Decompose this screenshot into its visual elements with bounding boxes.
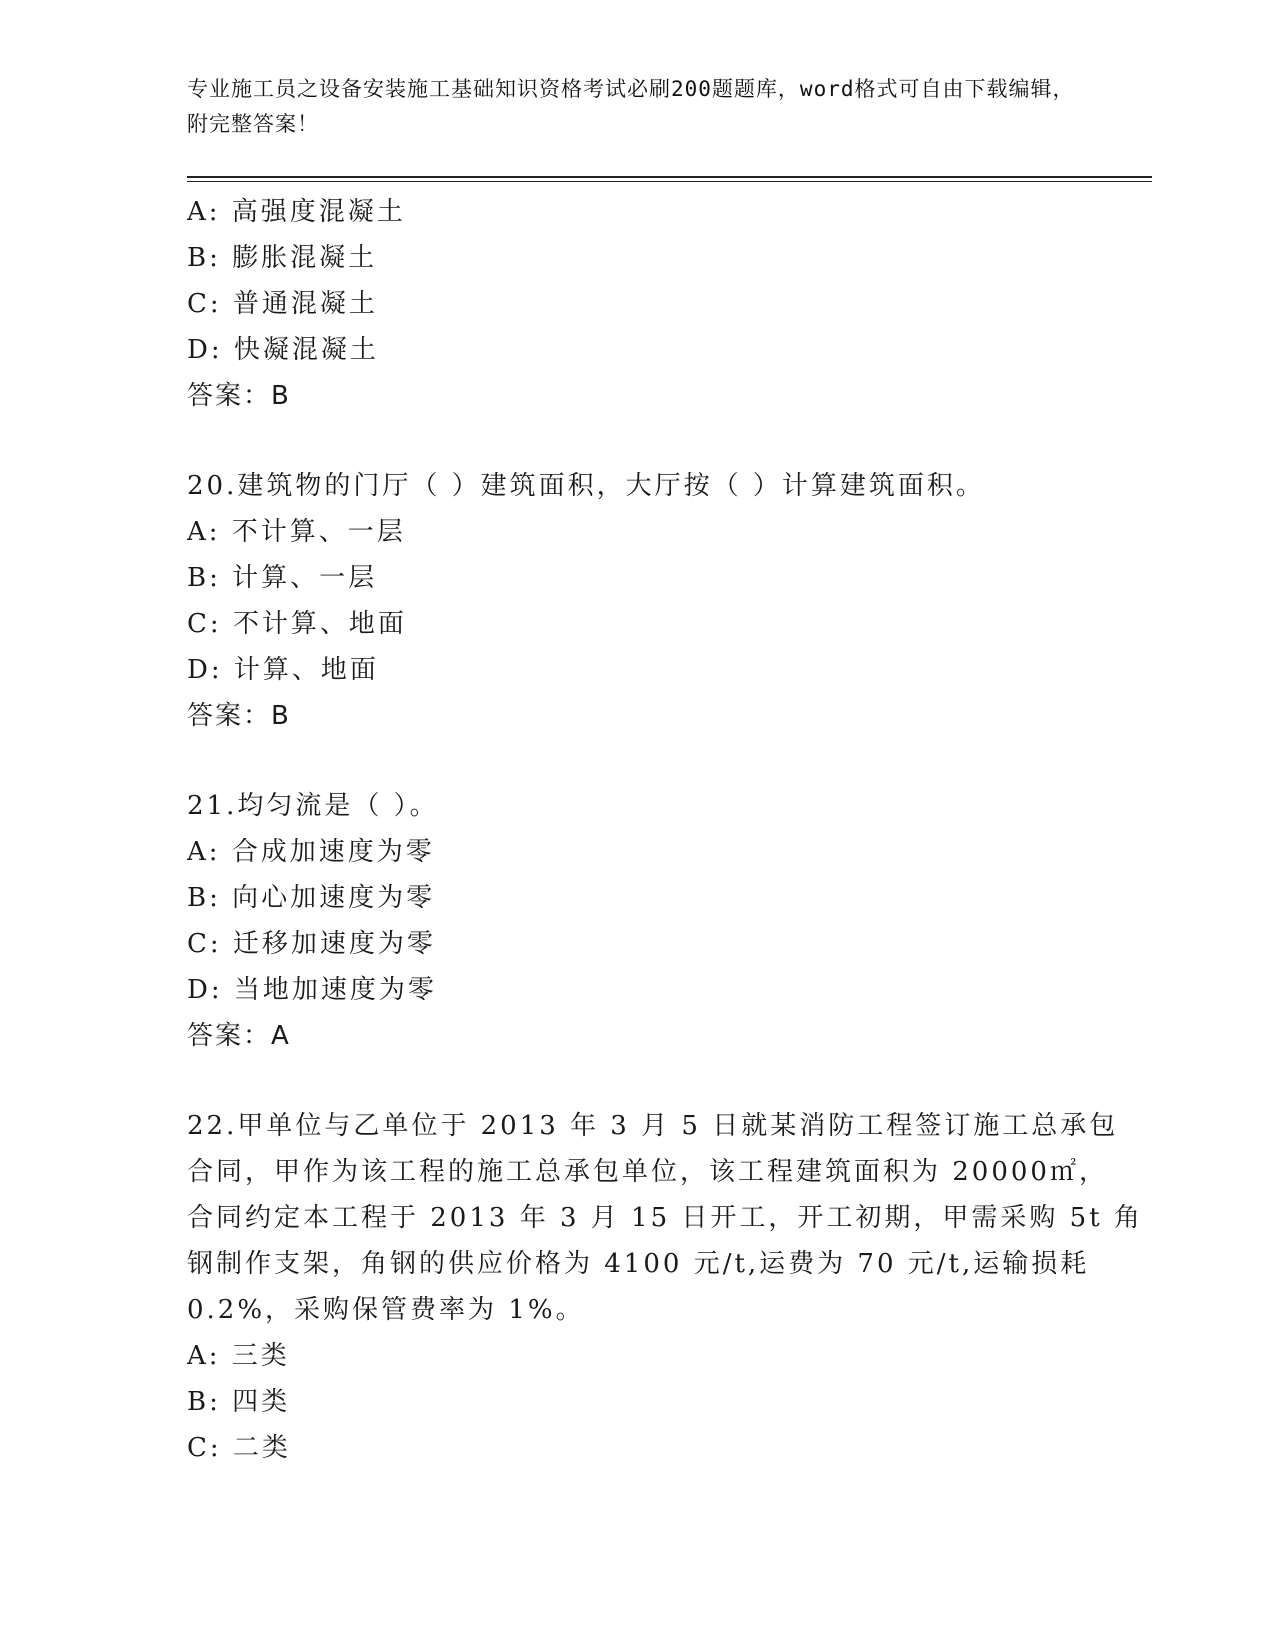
option-a: A: 高强度混凝土 <box>187 197 406 227</box>
document-header: 专业施工员之设备安装施工基础知识资格考试必刷200题题库，word格式可自由下载编辑，附完整答案！ <box>187 77 1075 136</box>
option-b: B: 四类 <box>187 1387 291 1417</box>
question-22-block <box>187 1103 1143 1471</box>
answer: 答案：B <box>187 701 291 731</box>
option-d: D: 快凝混凝土 <box>187 335 379 365</box>
option-a: A: 不计算、一层 <box>187 517 406 547</box>
option-c: C: 二类 <box>187 1433 291 1463</box>
option-c: C: 普通混凝土 <box>187 289 378 319</box>
question-stem-line-2: 合同，甲作为该工程的施工总承包单位，该工程建筑面积为 20000㎡， <box>187 1157 1108 1187</box>
option-d: D: 计算、地面 <box>187 655 379 685</box>
header-rule-thin <box>187 181 1152 182</box>
option-b: B: 膨胀混凝土 <box>187 243 378 273</box>
question-stem-line-3: 合同约定本工程于 2013 年 3 月 15 日开工，开工初期，甲需采购 5t 角 <box>187 1203 1143 1233</box>
option-c: C: 迁移加速度为零 <box>187 929 436 959</box>
option-a: A: 三类 <box>187 1341 290 1371</box>
option-d: D: 当地加速度为零 <box>187 975 437 1005</box>
option-b: B: 向心加速度为零 <box>187 883 436 913</box>
question-stem: 20.建筑物的门厅（ ）建筑面积，大厅按（ ）计算建筑面积。 <box>187 471 985 501</box>
question-list <box>187 189 1143 1471</box>
header-rule-thick <box>187 176 1152 178</box>
question-21-block <box>187 783 1067 1059</box>
option-c: C: 不计算、地面 <box>187 609 407 639</box>
option-a: A: 合成加速度为零 <box>187 837 435 867</box>
question-20-block <box>187 463 1067 739</box>
question-stem: 21.均匀流是（ ）。 <box>187 791 439 821</box>
option-b: B: 计算、一层 <box>187 563 378 593</box>
answer: 答案：B <box>187 381 291 411</box>
answer: 答案：A <box>187 1021 291 1051</box>
question-19-block <box>187 189 1067 419</box>
question-stem-line-1: 22.甲单位与乙单位于 2013 年 3 月 5 日就某消防工程签订施工总承包 <box>187 1111 1119 1141</box>
question-stem-line-4: 钢制作支架，角钢的供应价格为 4100 元/t,运费为 70 元/t,运输损耗 <box>187 1249 1090 1279</box>
question-stem-line-5: 0.2%，采购保管费率为 1%。 <box>187 1295 585 1325</box>
